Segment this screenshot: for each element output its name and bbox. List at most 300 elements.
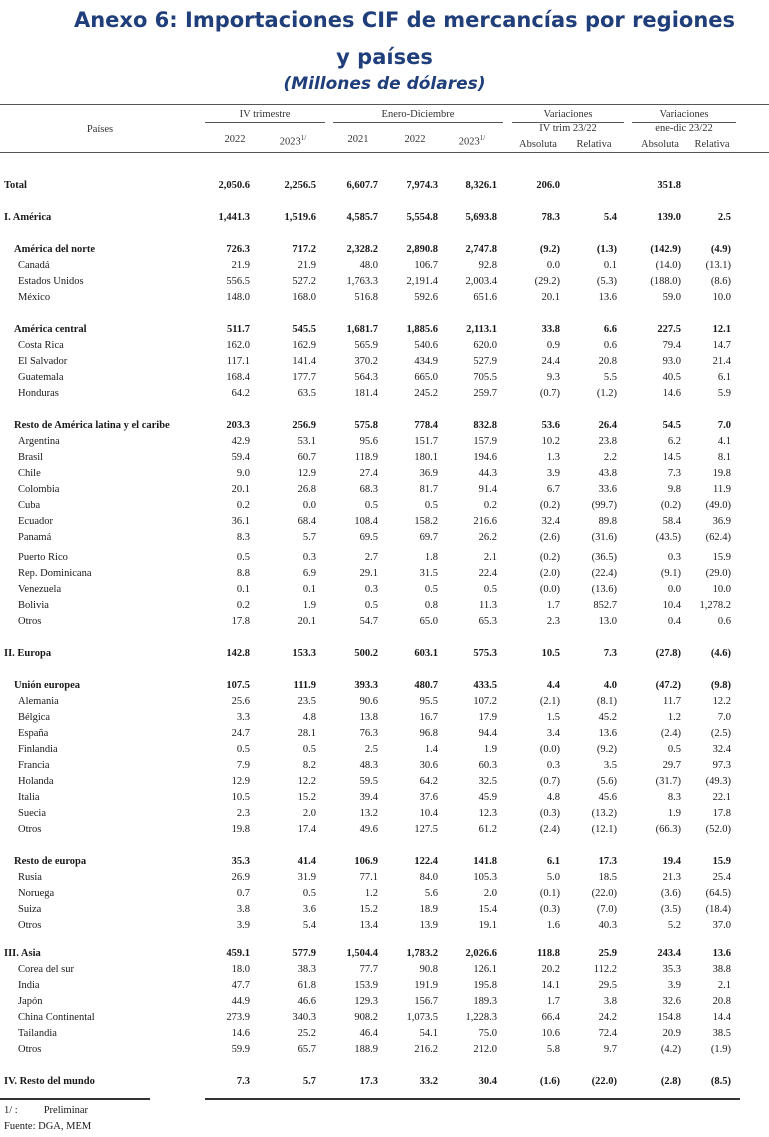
cell-value: 59.5 [359, 776, 378, 787]
cell-value: 12.3 [478, 808, 497, 819]
cell-value: 17.4 [297, 824, 316, 835]
cell-value: 14.1 [541, 980, 560, 991]
table-row [0, 808, 769, 824]
row-label: Brasil [18, 452, 44, 463]
cell-value: 0.5 [302, 744, 316, 755]
cell-value: 40.3 [598, 920, 617, 931]
cell-value: 511.7 [226, 324, 250, 335]
cell-value: 28.1 [297, 728, 316, 739]
table-row [0, 948, 769, 964]
cell-value: 15.4 [478, 904, 497, 915]
row-label: Puerto Rico [18, 552, 68, 563]
cell-value: 84.0 [419, 872, 438, 883]
cell-value: 77.1 [359, 872, 378, 883]
cell-value: 5.7 [302, 1076, 316, 1087]
cell-value: (142.9) [650, 244, 681, 255]
cell-value: 0.3 [546, 760, 560, 771]
cell-value: (2.0) [539, 568, 560, 579]
table-row [0, 760, 769, 776]
cell-value: 500.2 [354, 648, 378, 659]
cell-value: 66.4 [541, 1012, 560, 1023]
cell-value: (0.2) [660, 500, 681, 511]
cell-value: 3.5 [603, 760, 617, 771]
cell-value: 6.1 [546, 856, 560, 867]
cell-value: 58.4 [662, 516, 681, 527]
table-row [0, 468, 769, 484]
cell-value: (5.3) [596, 276, 617, 287]
cell-value: 527.9 [473, 356, 497, 367]
cell-value: 15.2 [297, 792, 316, 803]
cell-value: 0.8 [424, 600, 438, 611]
cell-value: 0.1 [603, 260, 617, 271]
cell-value: 2.5 [364, 744, 378, 755]
cell-value: 206.0 [536, 180, 560, 191]
cell-value: 64.2 [231, 388, 250, 399]
cell-value: 575.8 [354, 420, 378, 431]
cell-value: 81.7 [419, 484, 438, 495]
cell-value: 68.3 [359, 484, 378, 495]
cell-value: 717.2 [292, 244, 316, 255]
cell-value: 157.9 [473, 436, 497, 447]
cell-value: 20.1 [231, 484, 250, 495]
table-row [0, 964, 769, 980]
cell-value: (7.0) [596, 904, 617, 915]
cell-value: 36.9 [712, 516, 731, 527]
cell-value: 2,890.8 [406, 244, 438, 255]
cell-value: 592.6 [414, 292, 438, 303]
cell-value: 0.2 [236, 600, 250, 611]
cell-value: (2.8) [660, 1076, 681, 1087]
row-label: Tailandia [18, 1028, 57, 1039]
cell-value: 13.8 [359, 712, 378, 723]
table-row [0, 356, 769, 372]
table-row [0, 324, 769, 340]
cell-value: 5.9 [717, 388, 731, 399]
cell-value: 1.2 [667, 712, 681, 723]
cell-value: 194.6 [473, 452, 497, 463]
cell-value: 665.0 [414, 372, 438, 383]
cell-value: 212.0 [473, 1044, 497, 1055]
table-row [0, 824, 769, 840]
cell-value: 15.9 [712, 856, 731, 867]
table-row [0, 696, 769, 712]
cell-value: 3.8 [236, 904, 250, 915]
cell-value: 93.0 [662, 356, 681, 367]
cell-value: 141.8 [473, 856, 497, 867]
cell-value: 6.7 [546, 484, 560, 495]
table-row [0, 584, 769, 600]
cell-value: 4.4 [546, 680, 560, 691]
cell-value: 2.0 [302, 808, 316, 819]
table-row [0, 372, 769, 388]
cell-value: (62.4) [705, 532, 731, 543]
cell-value: 540.6 [414, 340, 438, 351]
cell-value: 243.4 [657, 948, 681, 959]
row-label: IV. Resto del mundo [4, 1076, 95, 1087]
cell-value: 564.3 [354, 372, 378, 383]
cell-value: 0.6 [603, 340, 617, 351]
header-relativa-2: Relativa [694, 139, 730, 150]
cell-value: 26.9 [231, 872, 250, 883]
cell-value: 30.4 [478, 1076, 497, 1087]
footnote-preliminar: 1/ : Preliminar [4, 1105, 89, 1116]
row-label: Alemania [18, 696, 59, 707]
row-label: El Salvador [18, 356, 68, 367]
cell-value: 9.0 [236, 468, 250, 479]
cell-value: (13.6) [591, 584, 617, 595]
cell-value: 216.6 [473, 516, 497, 527]
cell-value: 17.8 [231, 616, 250, 627]
cell-value: 32.4 [712, 744, 731, 755]
cell-value: 35.3 [231, 856, 250, 867]
cell-value: 139.0 [657, 212, 681, 223]
cell-value: (2.4) [539, 824, 560, 835]
row-label: América central [14, 324, 87, 335]
cell-value: (2.4) [660, 728, 681, 739]
cell-value: 13.4 [359, 920, 378, 931]
cell-value: (22.4) [591, 568, 617, 579]
cell-value: 13.6 [712, 948, 731, 959]
header-year-2023-q: $2023^{1/}$ [279, 134, 307, 148]
cell-value: 43.8 [598, 468, 617, 479]
cell-value: 19.1 [478, 920, 497, 931]
cell-value: 14.6 [662, 388, 681, 399]
cell-value: 393.3 [354, 680, 378, 691]
cell-value: 10.6 [541, 1028, 560, 1039]
cell-value: 1,783.2 [406, 948, 438, 959]
cell-value: 1,681.7 [346, 324, 378, 335]
header-year-2022-y: 2022 [404, 134, 426, 145]
cell-value: 7.3 [236, 1076, 250, 1087]
row-label: Estados Unidos [18, 276, 84, 287]
table-row [0, 872, 769, 888]
cell-value: 38.5 [712, 1028, 731, 1039]
cell-value: (3.6) [660, 888, 681, 899]
row-label: Noruega [18, 888, 55, 899]
cell-value: (36.5) [591, 552, 617, 563]
cell-value: 545.5 [292, 324, 316, 335]
cell-value: 832.8 [473, 420, 497, 431]
cell-value: (0.2) [539, 552, 560, 563]
cell-value: (1.2) [596, 388, 617, 399]
cell-value: 45.6 [598, 792, 617, 803]
cell-value: 7.9 [236, 760, 250, 771]
cell-value: 90.8 [419, 964, 438, 975]
cell-value: 107.5 [226, 680, 250, 691]
table-row [0, 920, 769, 936]
cell-value: (22.0) [591, 1076, 617, 1087]
cell-value: 2,191.4 [406, 276, 438, 287]
cell-value: (1.6) [539, 1076, 560, 1087]
cell-value: (0.3) [539, 808, 560, 819]
header-variaciones-1: Variaciones [543, 109, 593, 120]
cell-value: 13.9 [419, 920, 438, 931]
cell-value: 65.0 [419, 616, 438, 627]
table-row [0, 484, 769, 500]
cell-value: 0.3 [667, 552, 681, 563]
table-row [0, 260, 769, 276]
cell-value: 2,050.6 [218, 180, 250, 191]
cell-value: 37.6 [419, 792, 438, 803]
cell-value: 189.3 [473, 996, 497, 1007]
table-row [0, 1076, 769, 1092]
cell-value: (9.1) [660, 568, 681, 579]
row-label: China Continental [18, 1012, 95, 1023]
cell-value: 3.9 [667, 980, 681, 991]
cell-value: 17.9 [478, 712, 497, 723]
page-title: Anexo 6: Importaciones CIF de mercancías por regiones [73, 8, 736, 32]
cell-value: 97.3 [712, 760, 731, 771]
cell-value: 16.7 [419, 712, 438, 723]
cell-value: 154.8 [657, 1012, 681, 1023]
table-row [0, 568, 769, 584]
cell-value: 0.1 [236, 584, 250, 595]
cell-value: 908.2 [354, 1012, 378, 1023]
table-row [0, 452, 769, 468]
cell-value: 68.4 [297, 516, 316, 527]
cell-value: 4.1 [717, 436, 731, 447]
cell-value: 4.8 [546, 792, 560, 803]
cell-value: 20.1 [541, 292, 560, 303]
cell-value: 8.3 [667, 792, 681, 803]
cell-value: (0.2) [539, 500, 560, 511]
cell-value: 340.3 [292, 1012, 316, 1023]
cell-value: 148.0 [226, 292, 250, 303]
cell-value: 1.3 [546, 452, 560, 463]
cell-value: 0.5 [667, 744, 681, 755]
cell-value: 118.8 [536, 948, 560, 959]
cell-value: 156.7 [414, 996, 438, 1007]
cell-value: 2.7 [364, 552, 378, 563]
cell-value: 10.5 [231, 792, 250, 803]
cell-value: 41.4 [297, 856, 316, 867]
cell-value: (8.5) [710, 1076, 731, 1087]
table-row [0, 680, 769, 696]
table-row [0, 340, 769, 356]
cell-value: 0.3 [302, 552, 316, 563]
cell-value: (0.7) [539, 388, 560, 399]
cell-value: 13.2 [359, 808, 378, 819]
cell-value: (12.1) [591, 824, 617, 835]
cell-value: 651.6 [473, 292, 497, 303]
table-row [0, 532, 769, 548]
cell-value: 44.9 [231, 996, 250, 1007]
cell-value: (0.0) [539, 584, 560, 595]
cell-value: 24.4 [541, 356, 560, 367]
cell-value: 25.4 [712, 872, 731, 883]
table-row [0, 728, 769, 744]
cell-value: 95.6 [359, 436, 378, 447]
table-row [0, 180, 769, 196]
cell-value: 5.8 [546, 1044, 560, 1055]
cell-value: 13.6 [598, 292, 617, 303]
cell-value: 565.9 [354, 340, 378, 351]
cell-value: 0.0 [667, 584, 681, 595]
cell-value: 20.9 [662, 1028, 681, 1039]
cell-value: 1,885.6 [406, 324, 438, 335]
cell-value: 10.4 [662, 600, 681, 611]
cell-value: 45.9 [478, 792, 497, 803]
cell-value: 30.6 [419, 760, 438, 771]
cell-value: 106.9 [354, 856, 378, 867]
cell-value: (8.6) [710, 276, 731, 287]
cell-value: 216.2 [414, 1044, 438, 1055]
cell-value: (1.9) [710, 1044, 731, 1055]
cell-value: (49.3) [705, 776, 731, 787]
cell-value: 12.2 [297, 776, 316, 787]
cell-value: 25.9 [598, 948, 617, 959]
cell-value: (31.6) [591, 532, 617, 543]
table-row [0, 1028, 769, 1044]
cell-value: 3.4 [546, 728, 560, 739]
cell-value: 603.1 [414, 648, 438, 659]
cell-value: 480.7 [414, 680, 438, 691]
cell-value: 459.1 [226, 948, 250, 959]
cell-value: 21.9 [231, 260, 250, 271]
cell-value: 2,747.8 [465, 244, 497, 255]
cell-value: 3.9 [236, 920, 250, 931]
cell-value: 26.8 [297, 484, 316, 495]
row-label: Total [4, 180, 27, 191]
cell-value: 0.5 [424, 500, 438, 511]
header-enero-diciembre: Enero-Diciembre [381, 109, 455, 120]
cell-value: (47.2) [655, 680, 681, 691]
cell-value: 1,504.4 [346, 948, 378, 959]
table-row [0, 776, 769, 792]
cell-value: 142.8 [226, 648, 250, 659]
cell-value: 31.5 [419, 568, 438, 579]
table-row [0, 552, 769, 568]
cell-value: (13.2) [591, 808, 617, 819]
cell-value: 111.9 [293, 680, 316, 691]
cell-value: 351.8 [657, 180, 681, 191]
cell-value: 3.6 [302, 904, 316, 915]
cell-value: 24.2 [598, 1012, 617, 1023]
row-label: Otros [18, 824, 42, 835]
header-absoluta-2: Absoluta [641, 139, 679, 150]
table-row [0, 904, 769, 920]
cell-value: (5.6) [596, 776, 617, 787]
cell-value: 1.9 [667, 808, 681, 819]
cell-value: 13.6 [598, 728, 617, 739]
cell-value: 2.1 [483, 552, 497, 563]
cell-value: 2,003.4 [465, 276, 497, 287]
row-label: Otros [18, 1044, 42, 1055]
cell-value: 8.3 [236, 532, 250, 543]
cell-value: 0.1 [302, 584, 316, 595]
cell-value: 5.4 [302, 920, 316, 931]
cell-value: (29.0) [705, 568, 731, 579]
cell-value: 10.5 [541, 648, 560, 659]
row-label: Rep. Dominicana [18, 568, 92, 579]
table-row [0, 996, 769, 1012]
cell-value: (49.0) [705, 500, 731, 511]
table-row [0, 648, 769, 664]
cell-value: 5.2 [667, 920, 681, 931]
cell-value: 32.4 [541, 516, 560, 527]
page-subtitle: (Millones de dólares) [283, 74, 486, 94]
cell-value: (0.0) [539, 744, 560, 755]
table-row [0, 980, 769, 996]
header-relativa-1: Relativa [576, 139, 612, 150]
table-row [0, 420, 769, 436]
cell-value: 59.0 [662, 292, 681, 303]
cell-value: 12.9 [231, 776, 250, 787]
cell-value: 5,554.8 [406, 212, 438, 223]
cell-value: (2.1) [539, 696, 560, 707]
row-label: Argentina [18, 436, 60, 447]
table-row [0, 712, 769, 728]
cell-value: 1,763.3 [346, 276, 378, 287]
cell-value: 108.4 [354, 516, 378, 527]
cell-value: 94.4 [478, 728, 497, 739]
cell-value: 181.4 [354, 388, 378, 399]
cell-value: (4.2) [660, 1044, 681, 1055]
cell-value: 54.7 [359, 616, 378, 627]
cell-value: 2,026.6 [465, 948, 497, 959]
cell-value: 20.1 [297, 616, 316, 627]
table-row [0, 1044, 769, 1060]
cell-value: (3.5) [660, 904, 681, 915]
row-label: Otros [18, 920, 42, 931]
cell-value: 42.9 [231, 436, 250, 447]
table-row [0, 244, 769, 260]
cell-value: (2.5) [710, 728, 731, 739]
cell-value: 26.4 [598, 420, 617, 431]
cell-value: 1,278.2 [699, 600, 731, 611]
header-top-rule [0, 104, 769, 105]
cell-value: 22.4 [478, 568, 497, 579]
cell-value: 0.5 [236, 552, 250, 563]
cell-value: 5.7 [302, 532, 316, 543]
cell-value: 203.3 [226, 420, 250, 431]
enero-diciembre-rule [333, 122, 503, 123]
table-row [0, 1012, 769, 1028]
cell-value: (9.2) [539, 244, 560, 255]
cell-value: 46.4 [359, 1028, 378, 1039]
cell-value: 2.5 [717, 212, 731, 223]
cell-value: 32.6 [662, 996, 681, 1007]
cell-value: 33.6 [598, 484, 617, 495]
cell-value: (43.5) [655, 532, 681, 543]
cell-value: 10.4 [419, 808, 438, 819]
cell-value: (8.1) [596, 696, 617, 707]
table-row [0, 516, 769, 532]
cell-value: 0.0 [546, 260, 560, 271]
cell-value: (9.8) [710, 680, 731, 691]
cell-value: 19.8 [712, 468, 731, 479]
cell-value: 7.3 [603, 648, 617, 659]
cell-value: 38.8 [712, 964, 731, 975]
cell-value: 11.3 [479, 600, 497, 611]
cell-value: 5.0 [546, 872, 560, 883]
row-label: Bélgica [18, 712, 51, 723]
row-label: México [18, 292, 51, 303]
cell-value: 2.3 [546, 616, 560, 627]
cell-value: 6.2 [667, 436, 681, 447]
cell-value: 1,519.6 [284, 212, 316, 223]
cell-value: 45.2 [598, 712, 617, 723]
cell-value: 20.2 [541, 964, 560, 975]
cell-value: 852.7 [593, 600, 617, 611]
cell-value: 191.9 [414, 980, 438, 991]
cell-value: 0.9 [546, 340, 560, 351]
cell-value: 141.4 [292, 356, 316, 367]
cell-value: 10.0 [712, 584, 731, 595]
cell-value: (22.0) [591, 888, 617, 899]
cell-value: 19.8 [231, 824, 250, 835]
cell-value: 126.1 [473, 964, 497, 975]
